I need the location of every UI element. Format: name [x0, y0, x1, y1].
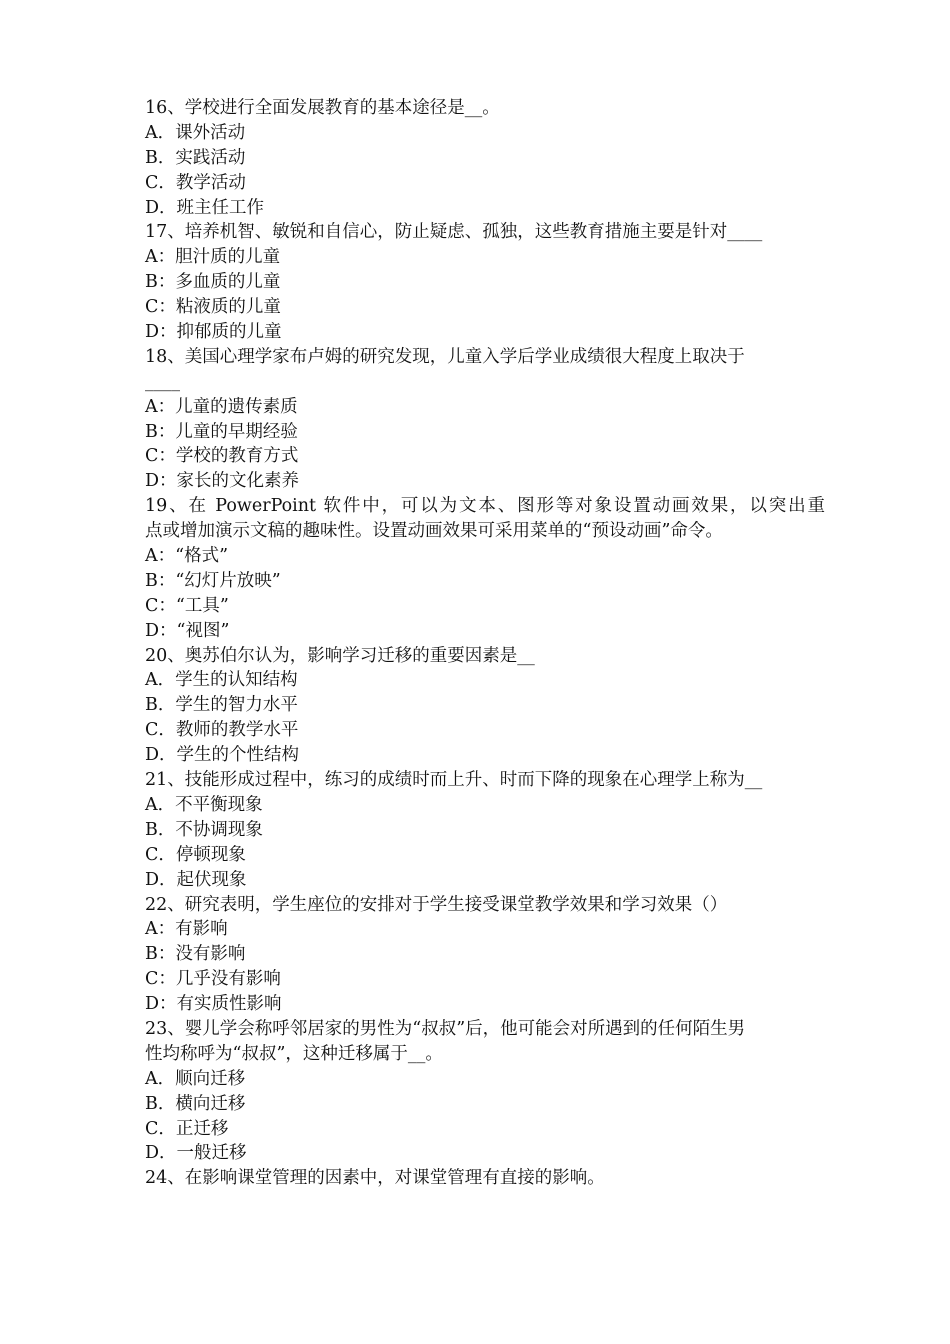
option-18-d: D：家长的文化素养	[145, 471, 300, 492]
option-20-b: B．学生的智力水平	[145, 695, 298, 716]
question-19-line-1: 19、在 PowerPoint 软件中，可以为文本、图形等对象设置动画效果，以突出重	[145, 496, 825, 517]
option-22-a: A：有影响	[145, 919, 228, 940]
question-18-line-1: 18、美国心理学家布卢姆的研究发现，儿童入学后学业成绩很大程度上取决于	[145, 346, 745, 367]
option-23-b: B．横向迁移	[145, 1093, 246, 1114]
question-21: 21、技能形成过程中，练习的成绩时而上升、时而下降的现象在心理学上称为__	[145, 770, 763, 791]
option-18-b: B：儿童的早期经验	[145, 421, 298, 442]
option-18-c: C：学校的教育方式	[145, 446, 299, 467]
option-21-c: C．停顿现象	[145, 844, 246, 865]
option-21-b: B．不协调现象	[145, 819, 263, 840]
option-19-d: D：“视图”	[145, 620, 230, 641]
question-22: 22、研究表明，学生座位的安排对于学生接受课堂教学效果和学习效果（）	[145, 894, 728, 915]
question-23-line-1: 23、婴儿学会称呼邻居家的男性为“叔叔”后，他可能会对所遇到的任何陌生男	[145, 1018, 746, 1039]
option-23-d: D．一般迁移	[145, 1143, 247, 1164]
option-19-b: B：“幻灯片放映”	[145, 570, 281, 591]
option-22-c: C：几乎没有影响	[145, 969, 281, 990]
option-21-d: D．起伏现象	[145, 869, 247, 890]
question-24: 24、在影响课堂管理的因素中，对课堂管理有直接的影响。	[145, 1168, 605, 1189]
option-23-a: A．顺向迁移	[145, 1068, 246, 1089]
question-23-line-2: 性均称呼为“叔叔”，这种迁移属于__。	[145, 1043, 443, 1064]
question-19-line-2: 点或增加演示文稿的趣味性。设置动画效果可采用菜单的“预设动画”命令。	[145, 521, 723, 542]
option-20-d: D．学生的个性结构	[145, 745, 300, 766]
option-17-b: B：多血质的儿童	[145, 272, 281, 293]
question-16: 16、学校进行全面发展教育的基本途径是__。	[145, 98, 500, 118]
option-20-a: A．学生的认知结构	[145, 670, 298, 691]
option-22-d: D：有实质性影响	[145, 994, 282, 1015]
document-page	[145, 96, 825, 1191]
question-18-line-2: ____	[145, 371, 180, 392]
question-17: 17、培养机智、敏锐和自信心，防止疑虑、孤独，这些教育措施主要是针对____	[145, 222, 763, 243]
option-16-a: A．课外活动	[145, 122, 246, 143]
option-16-c: C．教学活动	[145, 172, 246, 193]
option-23-c: C．正迁移	[145, 1118, 229, 1139]
option-17-d: D：抑郁质的儿童	[145, 322, 282, 343]
option-20-c: C．教师的教学水平	[145, 720, 299, 741]
option-16-b: B．实践活动	[145, 147, 246, 168]
option-22-b: B：没有影响	[145, 944, 246, 965]
option-19-a: A：“格式”	[145, 546, 229, 567]
option-18-a: A：儿童的遗传素质	[145, 396, 298, 417]
option-16-d: D．班主任工作	[145, 197, 265, 218]
option-19-c: C：“工具”	[145, 595, 229, 616]
option-17-a: A：胆汁质的儿童	[145, 247, 281, 268]
question-20: 20、奥苏伯尔认为，影响学习迁移的重要因素是__	[145, 645, 535, 666]
option-17-c: C：粘液质的儿童	[145, 297, 281, 318]
option-21-a: A．不平衡现象	[145, 794, 263, 815]
